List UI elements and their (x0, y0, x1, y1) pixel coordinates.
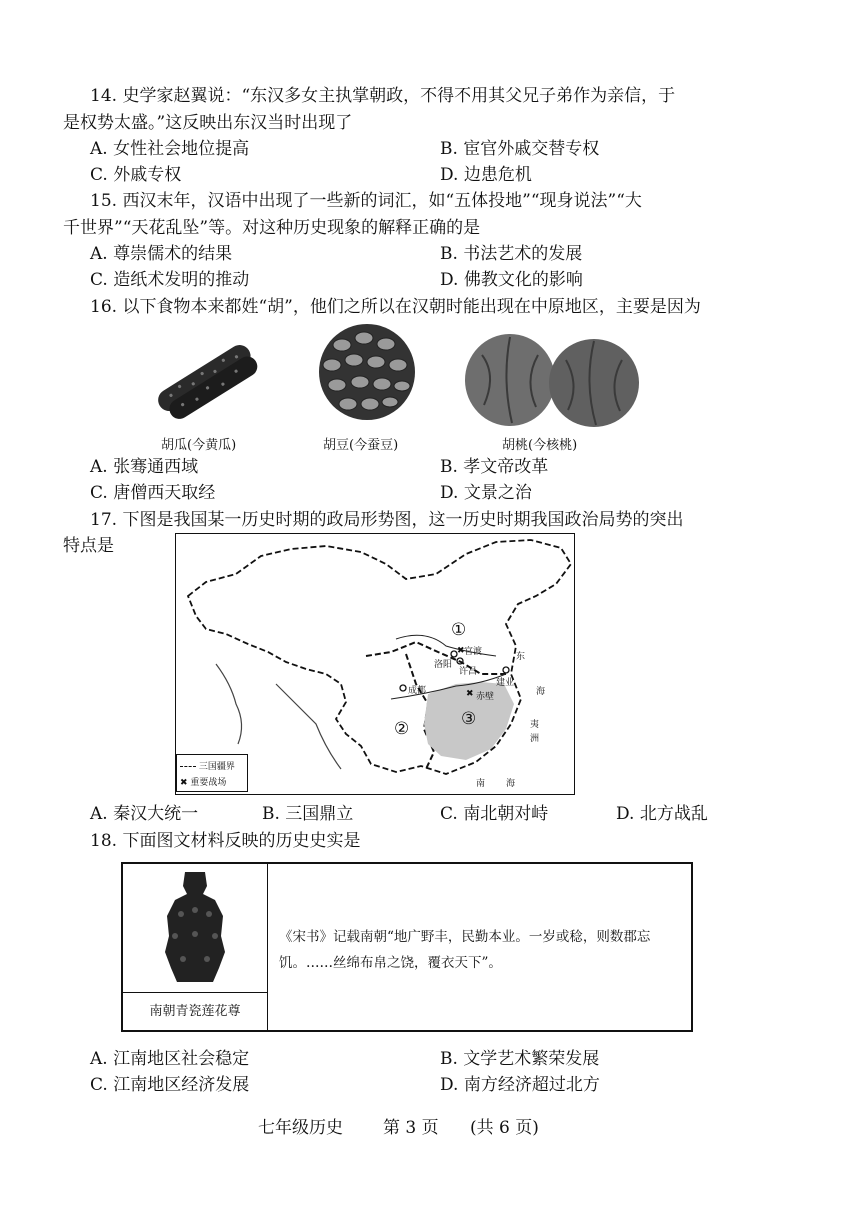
q18-option-c: C. 江南地区经济发展 (90, 1075, 250, 1095)
q17-option-d: D. 北方战乱 (616, 804, 708, 824)
region-label-2: ② (394, 719, 410, 739)
q14-stem-line2: 是权势太盛。”这反映出东汉当时出现了 (63, 113, 353, 133)
footer-subject: 七年级历史 (258, 1118, 343, 1138)
q18-option-a: A. 江南地区社会稳定 (90, 1049, 250, 1069)
sea-label-dong: 东 (516, 652, 526, 662)
q16-stem: 16. 以下食物本来都姓“胡”，他们之所以在汉朝时能出现在中原地区，主要是因为 (90, 297, 701, 317)
q16-option-c: C. 唐僧西天取经 (90, 483, 216, 503)
region-label-3: ③ (461, 709, 477, 729)
q17-stem-line2: 特点是 (63, 536, 114, 556)
q15-option-d: D. 佛教文化的影响 (440, 270, 583, 290)
broad-bean-image (312, 320, 422, 425)
place-guandu: 官渡 (464, 647, 483, 657)
three-kingdoms-map (175, 533, 575, 795)
q15-stem-line1: 15. 西汉末年，汉语中出现了一些新的词汇，如“五体投地”“现身说法”“大 (90, 191, 642, 211)
q15-option-b: B. 书法艺术的发展 (440, 244, 583, 264)
legend-border: 三国疆界 (198, 762, 235, 772)
q14-option-c: C. 外戚专权 (90, 165, 182, 185)
place-xuchang: 许昌 (459, 667, 478, 677)
q14-option-d: D. 边患危机 (440, 165, 532, 185)
legend-battle: 重要战场 (190, 778, 227, 788)
q16-option-b: B. 孝文帝改革 (440, 457, 549, 477)
border-line-icon (180, 766, 196, 767)
sea-label-nan: 南 (476, 779, 486, 789)
place-luoyang: 洛阳 (434, 660, 453, 670)
sea-label-zhou: 洲 (530, 734, 540, 744)
sea-label-yi: 夷 (530, 720, 540, 730)
sea-label-hai-south: 海 (506, 779, 516, 789)
battle-cross-icon: ✖ (180, 778, 188, 788)
walnut-image (462, 325, 644, 430)
q17-option-b: B. 三国鼎立 (262, 804, 354, 824)
footer-total: (共 6 页) (470, 1118, 539, 1138)
sea-label-hai-east: 海 (536, 687, 546, 697)
cucumber-image (148, 325, 263, 425)
q14-option-b: B. 宦官外戚交替专权 (440, 139, 600, 159)
lotus-vase-image (123, 864, 267, 992)
region-label-1: ① (451, 620, 467, 640)
q14-stem-line1: 14. 史学家赵翼说：“东汉多女主执掌朝政，不得不用其父兄子弟作为亲信，于 (90, 86, 676, 106)
q14-option-a: A. 女性社会地位提高 (90, 139, 250, 159)
place-jianye: 建业 (496, 678, 515, 688)
q15-option-c: C. 造纸术发明的推动 (90, 270, 250, 290)
q17-option-c: C. 南北朝对峙 (440, 804, 549, 824)
q15-stem-line2: 千世界”“天花乱坠”等。对这种历史现象的解释正确的是 (63, 218, 481, 238)
song-shu-quote: 《宋书》记载南朝“地广野丰，民勤本业。一岁或稔，则数郡忘饥。……丝绵布帛之饶，覆衣天下”。 (279, 929, 651, 971)
q18-stem: 18. 下面图文材料反映的历史史实是 (90, 831, 361, 851)
q18-material-table (121, 862, 693, 1032)
q15-option-a: A. 尊崇儒术的结果 (90, 244, 233, 264)
q16-option-a: A. 张骞通西域 (90, 457, 199, 477)
broad-bean-caption: 胡豆(今蚕豆) (323, 438, 399, 453)
place-chibi: 赤壁 (476, 692, 495, 702)
q18-option-b: B. 文学艺术繁荣发展 (440, 1049, 600, 1069)
q18-image-cell (123, 864, 268, 1030)
cucumber-caption: 胡瓜(今黄瓜) (161, 438, 237, 453)
walnut-caption: 胡桃(今核桃) (502, 438, 578, 453)
q17-option-a: A. 秦汉大统一 (90, 804, 199, 824)
q18-option-d: D. 南方经济超过北方 (440, 1075, 600, 1095)
svg-text:✖: ✖ (457, 646, 465, 656)
svg-text:✖: ✖ (466, 689, 474, 699)
q17-stem-line1: 17. 下图是我国某一历史时期的政局形势图，这一历史时期我国政治局势的突出 (90, 510, 684, 530)
map-legend (176, 754, 248, 792)
q16-option-d: D. 文景之治 (440, 483, 532, 503)
place-chengdu: 成都 (408, 686, 427, 696)
vase-caption: 南朝青瓷莲花尊 (123, 992, 267, 1031)
footer-page: 第 3 页 (383, 1118, 439, 1138)
